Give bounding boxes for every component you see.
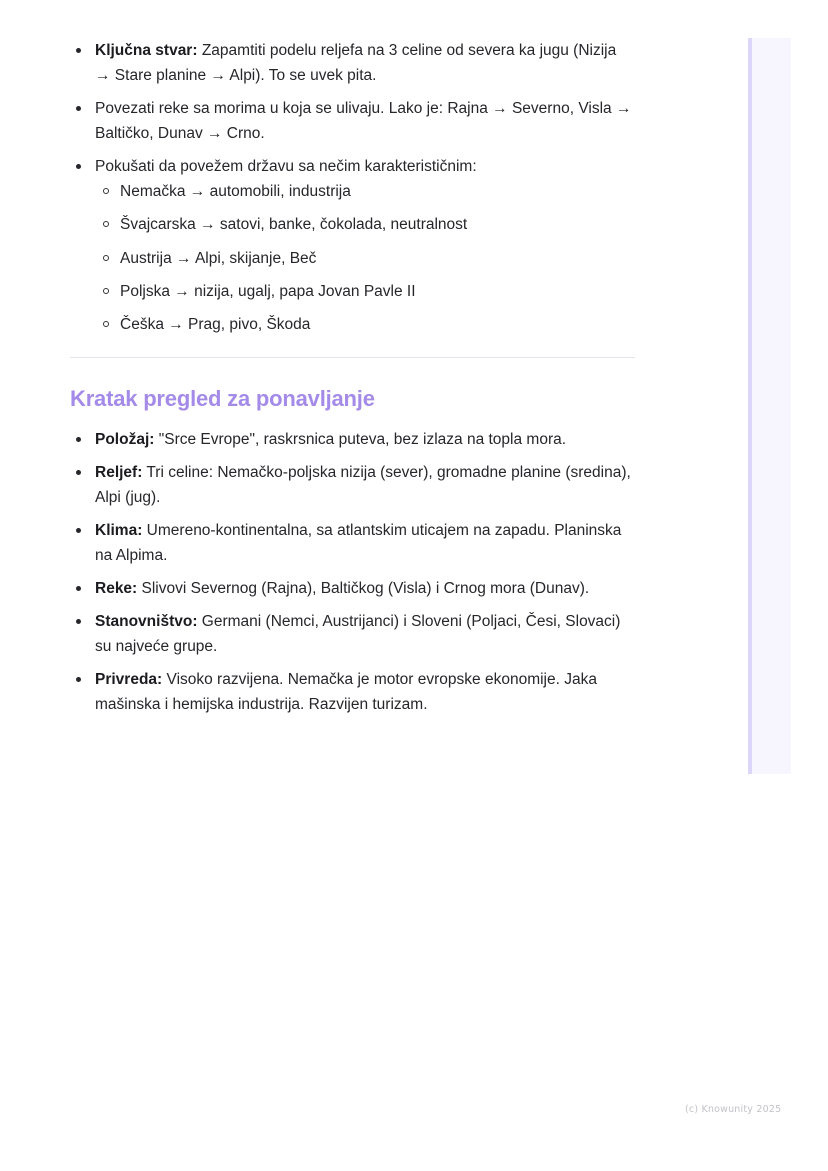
item-text: Povezati reke sa morima u koja se ulivaju. Lako je: Rajna → Severno, Visla → Baltičko, Dunav → Crno. [95, 100, 632, 142]
list-item [70, 460, 635, 510]
footer-copyright: (c) Knowunity 2025 [685, 1104, 782, 1115]
list-item [70, 427, 635, 452]
item-label: Stanovništvo: [95, 613, 198, 631]
sublist-item: Švajcarska → satovi, banke, čokolada, neutralnost [95, 212, 635, 237]
item-text: Umereno-kontinentalna, sa atlantskim uticajem na zapadu. Planinska na Alpima. [95, 522, 622, 565]
list-item [70, 38, 635, 88]
tips-list [70, 38, 635, 337]
item-text: Slivovi Severnog (Rajna), Baltičkog (Visla) i Crnog mora (Dunav). [137, 580, 590, 598]
sublist-item: Češka → Prag, pivo, Škoda [95, 312, 635, 337]
list-item [70, 96, 635, 146]
sublist-item: Austrija → Alpi, skijanje, Beč [95, 246, 635, 271]
section-heading: Kratak pregled za ponavljanje [70, 386, 375, 412]
item-label: Položaj: [95, 431, 155, 449]
country-sublist [95, 179, 635, 337]
sublist-item: Nemačka → automobili, industrija [95, 179, 635, 204]
sublist-item: Poljska → nizija, ugalj, papa Jovan Pavle II [95, 279, 635, 304]
item-text: Visoko razvijena. Nemačka je motor evropske ekonomije. Jaka mašinska i hemijska industrija. Razvijen turizam. [95, 671, 597, 714]
item-label: Reke: [95, 580, 138, 598]
list-item [70, 609, 635, 659]
item-label: Ključna stvar: [95, 42, 198, 59]
side-panel [748, 38, 791, 774]
summary-list [70, 427, 635, 717]
item-text: Germani (Nemci, Austrijanci) i Sloveni (Poljaci, Česi, Slovaci) su najveće grupe. [95, 613, 621, 656]
list-item [70, 154, 635, 337]
document-content [70, 38, 635, 725]
item-text: Pokušati da povežem državu sa nečim karakterističnim: [95, 158, 477, 175]
item-label: Privreda: [95, 671, 163, 689]
list-item [70, 576, 635, 601]
section-divider [70, 357, 635, 358]
list-item [70, 667, 635, 717]
list-item [70, 518, 635, 568]
item-label: Reljef: [95, 464, 143, 482]
item-label: Klima: [95, 522, 143, 540]
item-text: Tri celine: Nemačko-poljska nizija (sever), gromadne planine (sredina), Alpi (jug). [95, 464, 631, 507]
item-text: "Srce Evrope", raskrsnica puteva, bez izlaza na topla mora. [154, 431, 567, 449]
item-text: Zapamtiti podelu reljefa na 3 celine od severa ka jugu (Nizija → Stare planine → Alpi). To se uvek pita. [95, 42, 617, 84]
